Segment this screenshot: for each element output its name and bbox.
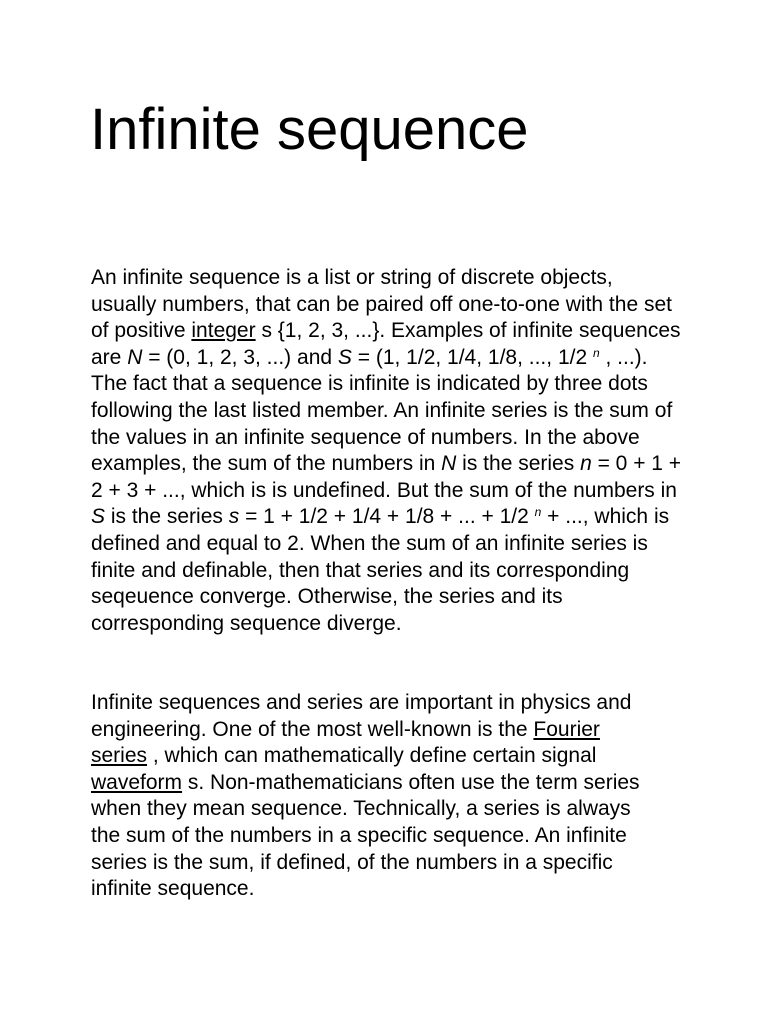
page-title: Infinite sequence xyxy=(90,97,529,162)
italic-variable: s xyxy=(228,505,240,529)
text-run: , which can mathematically define certain signal xyxy=(147,744,597,768)
text-run: Infinite sequences and series are important in physics and engineering. One of the most well-known is the xyxy=(91,691,632,741)
superscript-exponent: n xyxy=(592,345,600,360)
text-run: = (1, 1/2, 1/4, 1/8, ..., 1/2 xyxy=(351,345,593,369)
text-run: s. Non-mathematicians often use the term series when they mean sequence. Technically, a series is always the sum of the numbers in a specific sequence. An infinite series is the sum, if defined, of the numbers in a specific infinite sequence. xyxy=(91,770,640,901)
inline-link[interactable]: waveform xyxy=(91,770,183,794)
text-run: + ..., which is defined and equal to 2. When the sum of an infinite series is finite and definable, then that series and its corresponding seqeuence converge. Otherwise, the series and its corresponding sequence diverge. xyxy=(91,505,670,635)
text-run: An infinite sequence is a list or string of discrete objects, usually numbers, that can be paired off one-to-one with the set of positive xyxy=(91,266,672,343)
italic-variable: S xyxy=(91,505,106,529)
text-run: = (0, 1, 2, 3, ...) and xyxy=(142,345,338,369)
inline-link[interactable]: Fourier series xyxy=(91,717,600,768)
inline-link[interactable]: integer xyxy=(191,319,256,343)
italic-variable: S xyxy=(337,345,352,369)
text-run: = 1 + 1/2 + 1/4 + 1/8 + ... + 1/2 xyxy=(239,505,535,529)
text-run: s {1, 2, 3, ...}. Examples of infinite sequences are xyxy=(91,319,681,369)
text-run: = 0 + 1 + 2 + 3 + ..., which is is undefined. But the sum of the numbers in xyxy=(91,452,682,502)
paragraph-1 xyxy=(91,265,683,637)
text-run: is the series xyxy=(456,452,581,476)
text-run: , ...). The fact that a sequence is infinite is indicated by three dots following the last listed member. An infinite series is the sum of the values in an infinite sequence of numbers. In the above examples, the sum of the numbers in xyxy=(91,345,673,476)
italic-variable: n xyxy=(580,452,592,476)
text-run: is the series xyxy=(105,505,229,529)
paragraph-2 xyxy=(91,690,653,903)
superscript-exponent: n xyxy=(534,505,542,520)
italic-variable: N xyxy=(127,345,143,369)
italic-variable: N xyxy=(441,452,457,476)
